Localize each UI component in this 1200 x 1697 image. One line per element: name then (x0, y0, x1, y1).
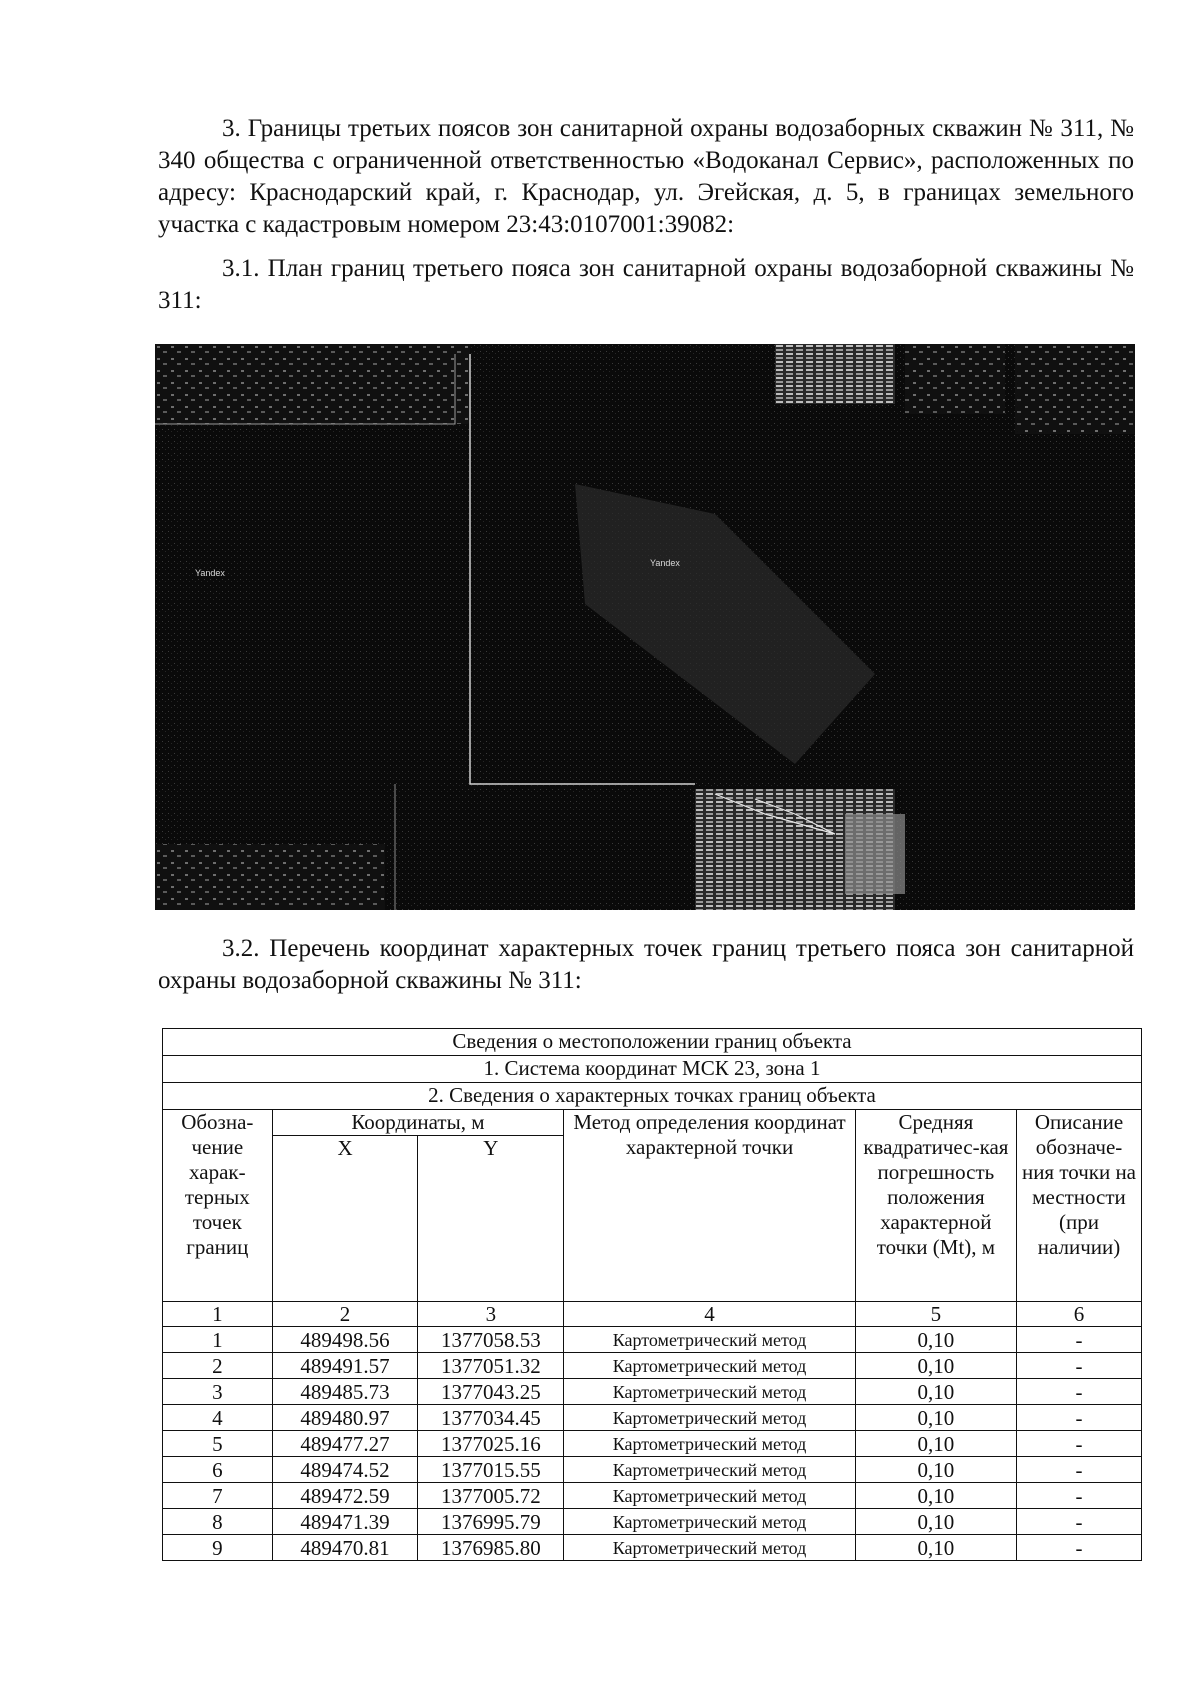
point-number: 7 (163, 1483, 273, 1509)
coordinates-table (162, 1028, 1142, 1561)
point-number: 5 (163, 1431, 273, 1457)
building-block (775, 344, 895, 404)
point-mt: 0,10 (855, 1509, 1016, 1535)
point-method: Картометрический метод (564, 1353, 856, 1379)
point-y: 1377034.45 (418, 1405, 564, 1431)
header-mt: Средняя квадратичес-кая погрешность положения характерной точки (Mt), м (855, 1110, 1016, 1302)
point-x: 489498.56 (272, 1327, 418, 1353)
point-y: 1377043.25 (418, 1379, 564, 1405)
point-y: 1376995.79 (418, 1509, 564, 1535)
point-mt: 0,10 (855, 1431, 1016, 1457)
column-number: 3 (418, 1302, 564, 1327)
point-number: 4 (163, 1405, 273, 1431)
point-method: Картометрический метод (564, 1457, 856, 1483)
section-3-2-text: 3.2. Перечень координат характерных точек границ третьего пояса зон санитарной охраны водозаборной скважины № 311: (158, 935, 1134, 994)
settlement-area (155, 344, 470, 424)
header-y: Y (418, 1136, 564, 1302)
point-number: 1 (163, 1327, 273, 1353)
column-number: 1 (163, 1302, 273, 1327)
point-mt: 0,10 (855, 1457, 1016, 1483)
header-description: Описание обозначе-ния точки на местности (при наличии) (1016, 1110, 1141, 1302)
point-description: - (1016, 1535, 1141, 1561)
table-row (163, 1431, 1142, 1457)
point-description: - (1016, 1327, 1141, 1353)
column-number: 6 (1016, 1302, 1141, 1327)
table-row (163, 1327, 1142, 1353)
point-x: 489477.27 (272, 1431, 418, 1457)
point-method: Картометрический метод (564, 1535, 856, 1561)
header-designation: Обозна-чение харак-терных точек границ (163, 1110, 273, 1302)
point-method: Картометрический метод (564, 1379, 856, 1405)
point-y: 1377025.16 (418, 1431, 564, 1457)
point-number: 3 (163, 1379, 273, 1405)
point-number: 8 (163, 1509, 273, 1535)
point-x: 489480.97 (272, 1405, 418, 1431)
point-y: 1377051.32 (418, 1353, 564, 1379)
point-description: - (1016, 1483, 1141, 1509)
satellite-map (155, 344, 1135, 910)
table-row (163, 1405, 1142, 1431)
column-number: 2 (272, 1302, 418, 1327)
table-row (163, 1509, 1142, 1535)
settlement-area (155, 844, 385, 910)
point-y: 1376985.80 (418, 1535, 564, 1561)
building-block (905, 344, 1005, 414)
point-mt: 0,10 (855, 1483, 1016, 1509)
point-number: 2 (163, 1353, 273, 1379)
point-description: - (1016, 1431, 1141, 1457)
table-row (163, 1353, 1142, 1379)
table-row (163, 1483, 1142, 1509)
points-heading: 2. Сведения о характерных точках границ объекта (163, 1083, 1142, 1110)
point-mt: 0,10 (855, 1535, 1016, 1561)
point-method: Картометрический метод (564, 1327, 856, 1353)
point-description: - (1016, 1353, 1141, 1379)
yandex-watermark: Yandex (650, 558, 680, 568)
point-description: - (1016, 1509, 1141, 1535)
point-x: 489491.57 (272, 1353, 418, 1379)
point-method: Картометрический метод (564, 1509, 856, 1535)
building-block (1015, 344, 1135, 434)
building-block (845, 814, 905, 894)
point-mt: 0,10 (855, 1353, 1016, 1379)
header-method: Метод определения координат характерной точки (564, 1110, 856, 1302)
point-description: - (1016, 1379, 1141, 1405)
point-y: 1377058.53 (418, 1327, 564, 1353)
column-number: 4 (564, 1302, 856, 1327)
point-description: - (1016, 1405, 1141, 1431)
point-mt: 0,10 (855, 1405, 1016, 1431)
table-row (163, 1535, 1142, 1561)
coordinate-system: 1. Система координат МСК 23, зона 1 (163, 1056, 1142, 1083)
header-coordinates: Координаты, м (272, 1110, 564, 1136)
point-method: Картометрический метод (564, 1405, 856, 1431)
point-x: 489485.73 (272, 1379, 418, 1405)
section-3-1-text: 3.1. План границ третьего пояса зон санитарной охраны водозаборной скважины № 311: (158, 255, 1134, 314)
point-x: 489472.59 (272, 1483, 418, 1509)
point-number: 6 (163, 1457, 273, 1483)
point-number: 9 (163, 1535, 273, 1561)
table-row (163, 1457, 1142, 1483)
point-x: 489474.52 (272, 1457, 418, 1483)
point-method: Картометрический метод (564, 1431, 856, 1457)
point-x: 489471.39 (272, 1509, 418, 1535)
table-title: Сведения о местоположении границ объекта (163, 1029, 1142, 1056)
point-mt: 0,10 (855, 1379, 1016, 1405)
section-3-heading: 3. Границы третьих поясов зон санитарной охраны водозаборных скважин № 311, № 340 общества с ограниченной ответственностью «Водоканал Сервис», расположенных по адресу: Краснодарский край, г. Краснодар, ул. Эгейская, д. 5, в границах земельного участка с кадастровым номером 23:43:0107001:39082: (158, 115, 1134, 238)
point-x: 489470.81 (272, 1535, 418, 1561)
map-image (155, 344, 1135, 910)
point-description: - (1016, 1457, 1141, 1483)
point-y: 1377005.72 (418, 1483, 564, 1509)
point-method: Картометрический метод (564, 1483, 856, 1509)
header-x: X (272, 1136, 418, 1302)
point-y: 1377015.55 (418, 1457, 564, 1483)
point-mt: 0,10 (855, 1327, 1016, 1353)
yandex-watermark: Yandex (195, 568, 225, 578)
column-number: 5 (855, 1302, 1016, 1327)
table-row (163, 1379, 1142, 1405)
